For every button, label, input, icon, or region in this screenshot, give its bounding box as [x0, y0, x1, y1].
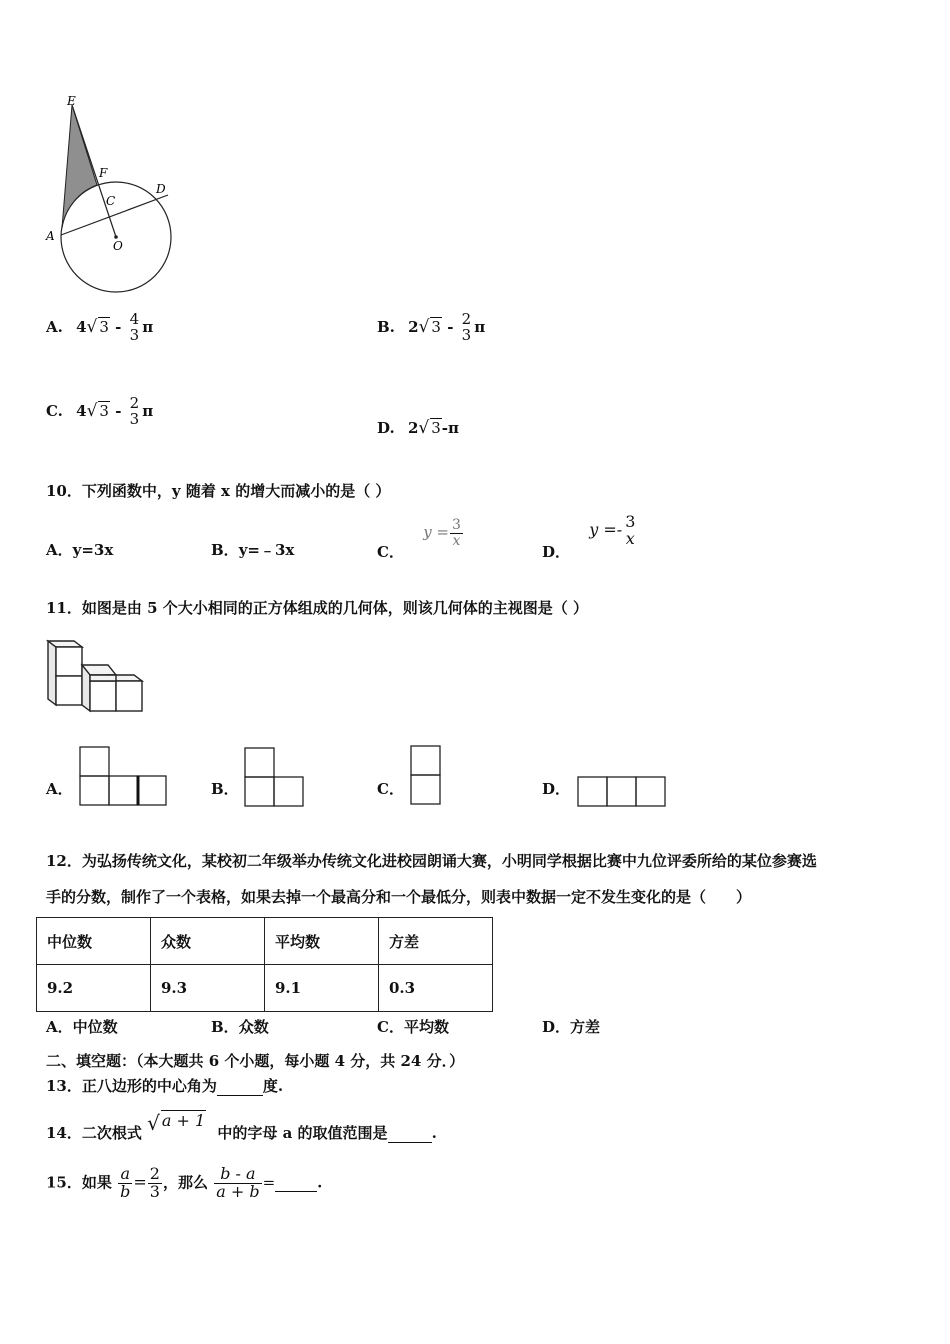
q9-option-b[interactable]: B. 2√ 3 - 2 3 π [377, 310, 486, 344]
q12-stem-line2: 手的分数，制作了一个表格，如果去掉一个最高分和一个最低分，则表中数据一定不发生变化的是（ ） [46, 888, 752, 906]
table-cell: 9.3 [151, 965, 265, 1012]
table-header-cell: 平均数 [265, 918, 379, 965]
q12-option-d[interactable]: D．方差 [542, 1018, 601, 1036]
q11-option-b-view [243, 746, 305, 808]
q10-option-b[interactable]: B．y=﹣3x [211, 541, 295, 559]
section-2-title: 二、填空题：（本大题共 6 个小题，每小题 4 分，共 24 分．） [46, 1052, 465, 1070]
q11-option-b[interactable]: B． [211, 780, 239, 798]
table-header-row [37, 918, 493, 965]
label-o: O [113, 239, 123, 253]
q15: 15．如果 $\frac{a}{b}$ = $\frac{2}{3}$ ，那么 $\frac{b - a}{a + b}$ = . [46, 1164, 323, 1201]
q9-option-a[interactable]: A. 4√ 3 - 4 3 π [46, 310, 154, 344]
label-a: A [46, 229, 55, 243]
q11-option-a-view [78, 745, 168, 807]
table-header-cell: 方差 [379, 918, 493, 965]
label-e: E [67, 95, 76, 108]
q10-stem: 10．下列函数中，y 随着 x 的增大而减小的是（ ） [46, 482, 391, 500]
label-c: C [106, 194, 116, 208]
label-f: F [99, 166, 108, 180]
q14-answer-blank[interactable] [388, 1124, 432, 1143]
q11-stem: 11．如图是由 5 个大小相同的正方体组成的几何体，则该几何体的主视图是（ ） [46, 599, 588, 617]
q9-geometry-figure [36, 95, 186, 300]
q12-stem-line1: 12．为弘扬传统文化，某校初二年级举办传统文化进校园朗诵大赛，小明同学根据比赛中九位评委所给的某位参赛选 [46, 852, 817, 870]
q11-option-c-view [409, 744, 443, 806]
table-header-cell: 中位数 [37, 918, 151, 965]
shaded-region [62, 105, 97, 228]
q12-option-b[interactable]: B．众数 [211, 1018, 269, 1036]
q11-option-a[interactable]: A． [46, 780, 73, 798]
table-cell: 9.1 [265, 965, 379, 1012]
q14: 14．二次根式 √ a + 1 中的字母 a 的取值范围是 . [46, 1111, 437, 1142]
q12-option-c[interactable]: C．平均数 [377, 1018, 449, 1036]
q13-answer-blank[interactable] [217, 1077, 263, 1096]
q10-option-c[interactable]: C． y = $\frac{3}{x}$ [377, 517, 461, 562]
q9-option-d[interactable]: D. 2√ 3-π [377, 418, 459, 438]
label-d: D [156, 182, 166, 196]
q9-option-c[interactable]: C. 4√ 3 - 2 3 π [46, 394, 154, 428]
table-cell: 9.2 [37, 965, 151, 1012]
table-cell: 0.3 [379, 965, 493, 1012]
q11-option-c[interactable]: C． [377, 780, 404, 798]
q10-option-a[interactable]: A．y=3x [46, 541, 114, 559]
q13: 13．正八边形的中心角为 度. [46, 1077, 284, 1095]
q15-answer-blank[interactable] [275, 1173, 317, 1192]
q10-option-d[interactable]: D． y =- 3 x [542, 512, 636, 561]
q12-stats-table [36, 917, 493, 1012]
q11-option-d-view [576, 775, 668, 808]
table-row [37, 965, 493, 1012]
q11-solid-figure [44, 635, 146, 715]
q11-option-d[interactable]: D． [542, 780, 571, 798]
q12-option-a[interactable]: A．中位数 [46, 1018, 118, 1036]
table-header-cell: 众数 [151, 918, 265, 965]
